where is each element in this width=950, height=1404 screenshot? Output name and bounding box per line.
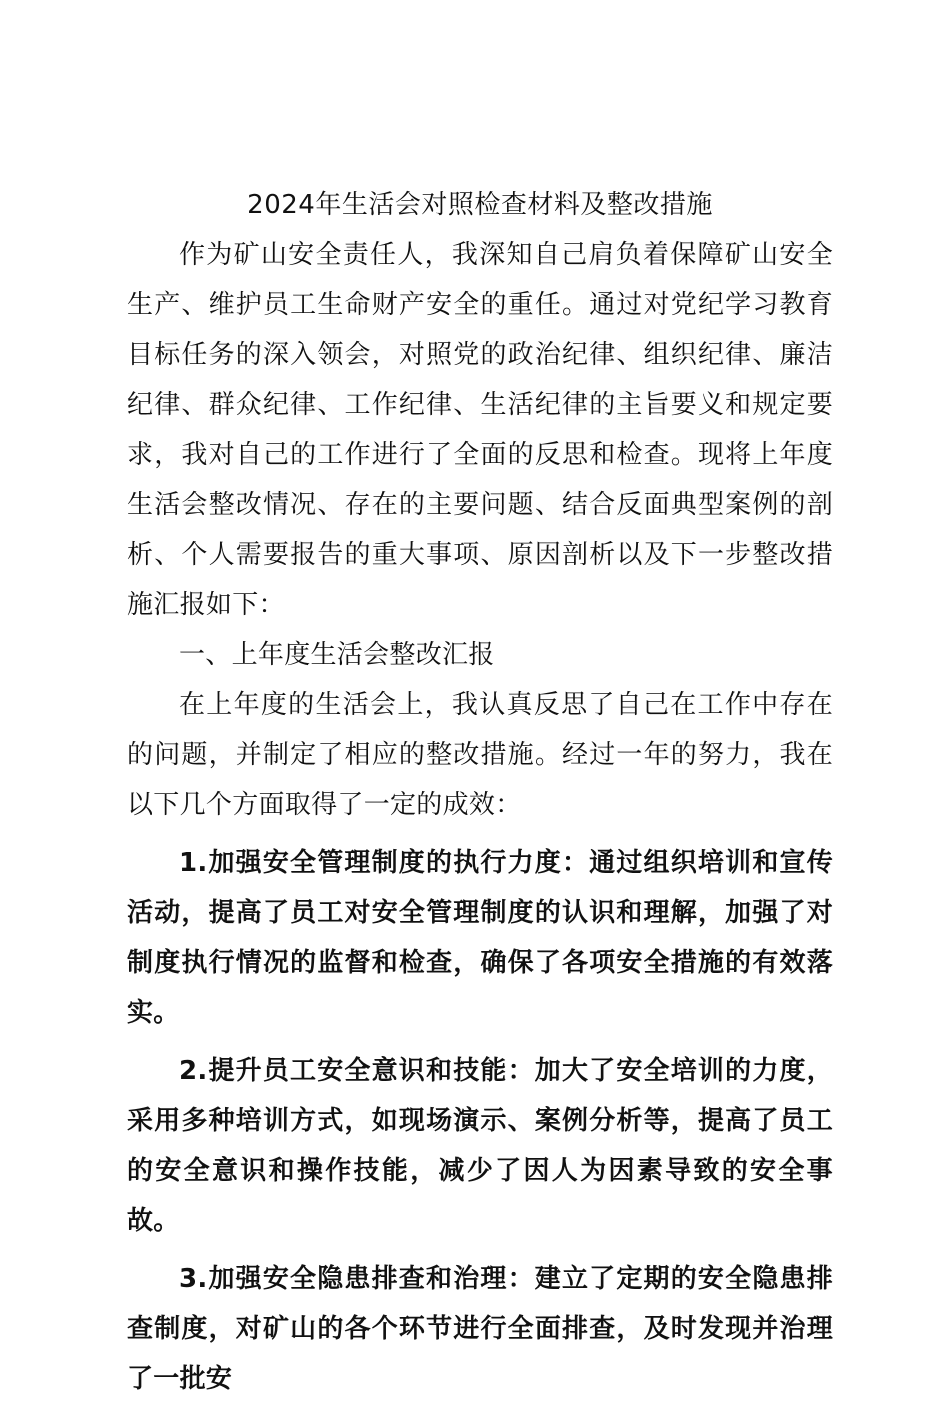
intro-paragraph: 作为矿山安全责任人，我深知自己肩负着保障矿山安全生产、维护员工生命财产安全的重任。通过对党纪学习教育目标任务的深入领会，对照党的政治纪律、组织纪律、廉洁纪律、群众纪律、工作纪律、生活纪律的主旨要义和规定要求，我对自己的工作进行了全面的反思和检查。现将上年度生活会整改情况、存在的主要问题、结合反面典型案例的剖析、个人需要报告的重大事项、原因剖析以及下一步整改措施汇报如下： — [127, 240, 833, 620]
bold-item-3: 3.加强安全隐患排查和治理：建立了定期的安全隐患排查制度，对矿山的各个环节进行全面排查，及时发现并治理了一批安 — [127, 1264, 833, 1394]
document-title: 2024年生活会对照检查材料及整改措施 — [247, 190, 713, 220]
bold-item-1: 1.加强安全管理制度的执行力度：通过组织培训和宣传活动，提高了员工对安全管理制度的认识和理解，加强了对制度执行情况的监督和检查，确保了各项安全措施的有效落实。 — [127, 848, 833, 1028]
section-paragraph: 在上年度的生活会上，我认真反思了自己在工作中存在的问题，并制定了相应的整改措施。经过一年的努力，我在以下几个方面取得了一定的成效： — [127, 690, 833, 820]
section-heading: 一、上年度生活会整改汇报 — [179, 640, 495, 670]
bold-item-2: 2.提升员工安全意识和技能：加大了安全培训的力度，采用多种培训方式，如现场演示、案例分析等，提高了员工的安全意识和操作技能，减少了因人为因素导致的安全事故。 — [127, 1056, 833, 1236]
document-page — [127, 180, 833, 1404]
